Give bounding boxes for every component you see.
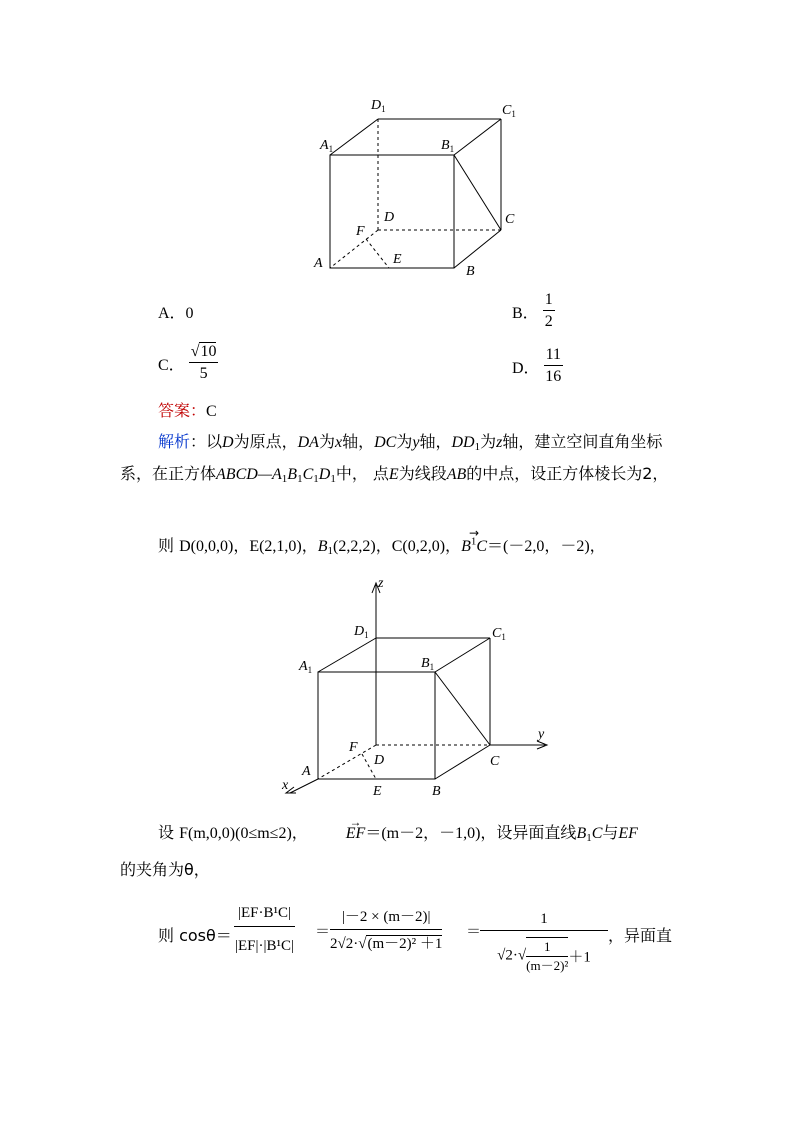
solution-paragraph-3: 设 F(m,0,0)(0≤m≤2)，→ EF＝(m－2，－1,0)，设异面直线$B_1C$与EF 的夹角为θ， xyxy=(120,815,690,888)
solution-paragraph-1: 解析：以D为原点，DA为x轴，DC为y轴，$DD_1$为z轴，建立空间直角坐标系，在正方体$ABCD—A_1B_1C_1D_1$中， 点E为线段AB的中点，设正方体棱长为2， xyxy=(120,432,669,485)
cos-prefix: 则 cosθ＝ xyxy=(158,926,232,945)
formula-fraction-2 xyxy=(330,905,442,958)
label-b1: $B_1$ xyxy=(441,138,455,154)
vector-ef: → EF xyxy=(308,816,366,852)
option-c-fraction: $\frac{√10}{5}$ xyxy=(190,343,217,382)
answer-line xyxy=(158,395,718,427)
equals-2: ＝ xyxy=(466,924,482,940)
formula-fraction-3 xyxy=(480,908,608,975)
solution-label: 解析 xyxy=(158,432,191,451)
label-c: C xyxy=(490,754,500,769)
f1-numerator: |EF·B¹C| xyxy=(234,900,295,927)
option-c-label: C． xyxy=(158,357,185,374)
segment-b1c xyxy=(454,155,501,230)
label-b: B xyxy=(432,784,441,799)
label-f: F xyxy=(356,224,365,239)
label-a: A xyxy=(314,256,323,271)
label-b: B xyxy=(466,264,475,279)
vector-b1c: → $B^1C$ xyxy=(461,530,487,562)
label-f: F xyxy=(349,740,358,755)
label-a1: $A_1$ xyxy=(299,659,313,675)
option-b-fraction: $\frac{1}{2}$ xyxy=(544,291,553,330)
answer-value: C xyxy=(206,403,217,420)
label-axis-x: x xyxy=(282,778,289,793)
label-c: C xyxy=(505,212,515,227)
label-a: A xyxy=(302,764,311,779)
label-e: E xyxy=(393,252,402,267)
cube-figure-1 xyxy=(305,92,530,282)
option-c xyxy=(158,342,218,385)
label-axis-z: z xyxy=(378,576,384,591)
f3-denominator: √2·√ $\frac{1}{\text{(m－2)²}}$ ＋1 xyxy=(497,939,591,973)
label-axis-y: y xyxy=(538,727,545,742)
equals-1: ＝ xyxy=(315,924,331,940)
label-a1: $A_1$ xyxy=(320,138,334,154)
f1-denominator: |EF|·|B¹C| xyxy=(234,938,295,954)
answer-label: 答案： xyxy=(158,401,207,420)
label-d: D xyxy=(374,753,385,768)
option-d-label: D． xyxy=(512,360,540,377)
f2-numerator: |－2 × (m－2)| xyxy=(330,905,442,930)
option-d-fraction: $\frac{11}{16}$ xyxy=(545,346,562,385)
label-d1: $D_1$ xyxy=(354,624,369,640)
label-c1: $C_1$ xyxy=(502,103,516,119)
label-e: E xyxy=(373,784,382,799)
f2-denominator: 2√2·√(m－2)² ＋1 xyxy=(330,936,443,952)
solution-paragraph-2: 则 D(0,0,0)，E(2,1,0)，$B_1(2,2,2)$，C(0,2,0)，→ $B^1C=(-2,0$，－2)， xyxy=(158,530,698,562)
cube-figure-2 xyxy=(280,575,550,800)
label-b1: $B_1$ xyxy=(421,656,435,672)
option-d xyxy=(512,345,563,388)
label-d1: $D_1$ xyxy=(371,98,386,114)
f3-numerator: 1 xyxy=(480,908,608,931)
formula-suffix: ，异面直 xyxy=(608,926,673,945)
label-c1: $C_1$ xyxy=(492,626,506,642)
label-d: D xyxy=(384,210,395,225)
option-b xyxy=(512,290,555,333)
option-b-label: B． xyxy=(512,305,539,322)
option-a: A．0 xyxy=(158,305,194,322)
formula-fraction-1 xyxy=(234,900,295,961)
